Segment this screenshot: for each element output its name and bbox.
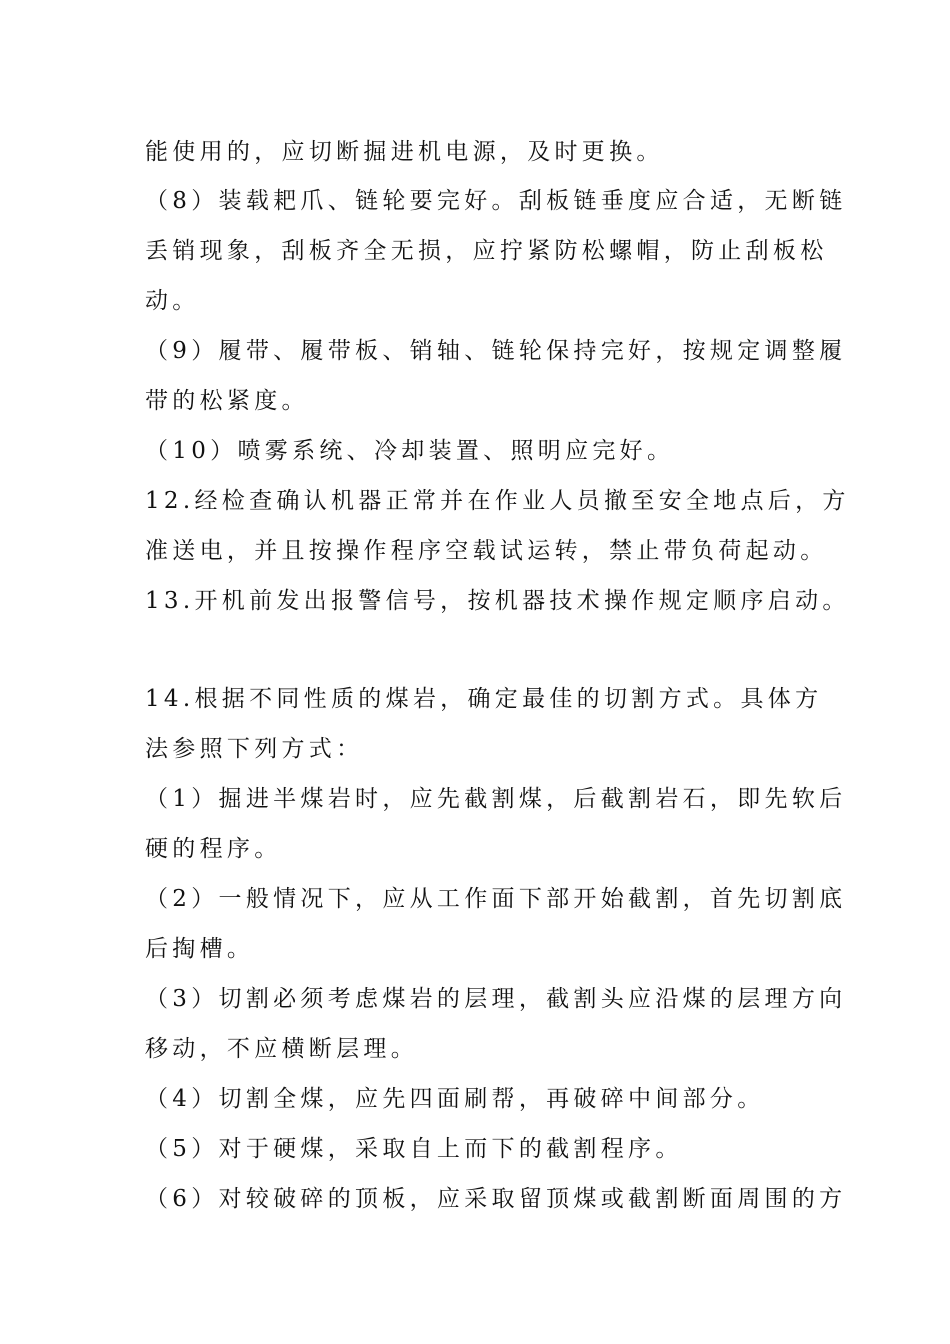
text-line: （3）切割必须考虑煤岩的层理，截割头应沿煤的层理方向 xyxy=(145,986,847,1012)
text-line: （1）掘进半煤岩时，应先截割煤，后截割岩石，即先软后 xyxy=(145,786,847,812)
text-line: 移动，不应横断层理。 xyxy=(145,1036,418,1062)
text-line: （9）履带、履带板、销轴、链轮保持完好，按规定调整履 xyxy=(145,338,847,364)
text-line: 准送电，并且按操作程序空载试运转，禁止带负荷起动。 xyxy=(145,538,828,564)
text-line: 动。 xyxy=(145,288,200,314)
text-line: 丢销现象，刮板齐全无损，应拧紧防松螺帽，防止刮板松 xyxy=(145,238,828,264)
text-line: 13.开机前发出报警信号，按机器技术操作规定顺序启动。 xyxy=(145,588,850,614)
text-line: 后掏槽。 xyxy=(145,936,255,962)
text-line: （10）喷雾系统、冷却装置、照明应完好。 xyxy=(145,438,675,464)
text-line: 能使用的，应切断掘进机电源，及时更换。 xyxy=(145,139,664,165)
text-line: （5）对于硬煤，采取自上而下的截割程序。 xyxy=(145,1136,683,1162)
text-line: （4）切割全煤，应先四面刷帮，再破碎中间部分。 xyxy=(145,1086,765,1112)
text-line: 法参照下列方式： xyxy=(145,736,364,762)
text-line: 14.根据不同性质的煤岩，确定最佳的切割方式。具体方 xyxy=(145,686,823,712)
text-line: （6）对较破碎的顶板，应采取留顶煤或截割断面周围的方 xyxy=(145,1186,847,1212)
text-line: 12.经检查确认机器正常并在作业人员撤至安全地点后，方 xyxy=(145,488,850,514)
text-line: （8）装载耙爪、链轮要完好。刮板链垂度应合适，无断链 xyxy=(145,188,847,214)
text-line: 硬的程序。 xyxy=(145,836,282,862)
text-line: 带的松紧度。 xyxy=(145,388,309,414)
text-line: （2）一般情况下，应从工作面下部开始截割，首先切割底 xyxy=(145,886,847,912)
